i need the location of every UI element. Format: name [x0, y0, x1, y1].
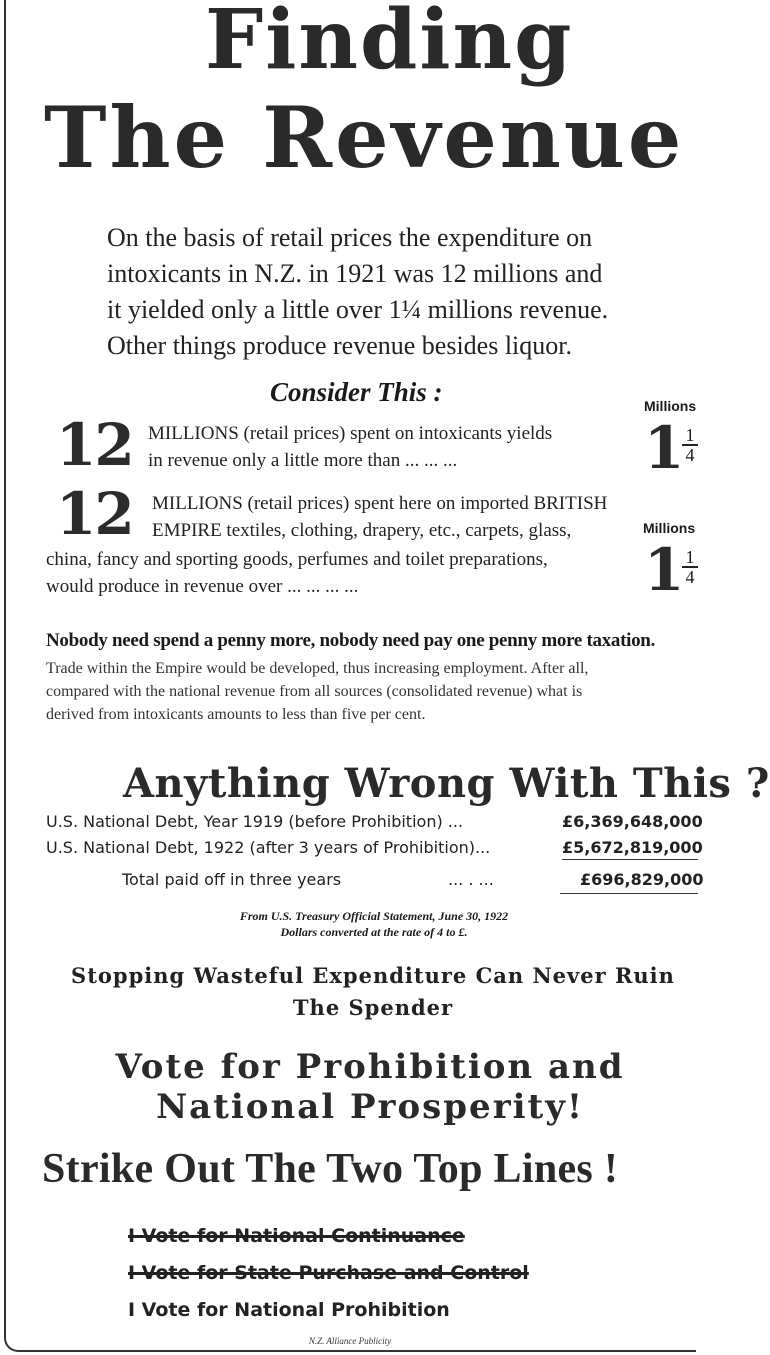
debt-row-2-label: U.S. National Debt, 1922 (after 3 years of Prohibition)...	[46, 838, 491, 857]
notice-line: compared with the national revenue from all sources (consolidated revenue) what is	[46, 683, 583, 700]
total-underline	[560, 893, 698, 894]
notice-line: Trade within the Empire would be developed, thus increasing employment. After all,	[46, 660, 589, 677]
title-line-2: The Revenue	[44, 88, 685, 187]
strike-heading: Strike Out The Two Top Lines !	[42, 1146, 619, 1192]
total-label: Total paid off in three years	[122, 870, 342, 889]
fraction-numerator: 1	[682, 426, 698, 446]
debt-row-2-value: £5,672,819,000	[562, 838, 703, 857]
intro-line: On the basis of retail prices the expenditure on	[107, 223, 593, 252]
first-block-line: in revenue only a little more than ... ... ...	[148, 450, 458, 471]
big-number-12-first: 12	[56, 411, 133, 479]
result-fraction-second	[682, 548, 698, 586]
fraction-denominator: 4	[685, 567, 695, 587]
consider-heading: Consider This :	[270, 377, 443, 407]
slogan-line: Stopping Wasteful Expenditure Can Never Ruin	[71, 963, 675, 988]
millions-label-1: Millions	[644, 398, 697, 414]
result-whole-second: 1	[644, 536, 685, 604]
source-line: From U.S. Treasury Official Statement, June 30, 1922	[239, 909, 509, 923]
debt-heading: Anything Wrong With This ?	[123, 760, 770, 807]
ballot-option-state-purchase: I Vote for State Purchase and Control	[128, 1262, 529, 1284]
intro-line: it yielded only a little over 1¼ millions revenue.	[107, 295, 609, 324]
millions-label-2: Millions	[643, 520, 696, 536]
total-dots: ... . ...	[448, 870, 494, 889]
vote-line: National Prosperity!	[156, 1087, 584, 1127]
source-note	[140, 908, 608, 940]
intro-paragraph	[107, 220, 647, 364]
second-block-line: would produce in revenue over ... ... ... ...	[46, 576, 359, 597]
footer-credit: N.Z. Alliance Publicity	[308, 1336, 392, 1346]
title-line-1: Finding	[205, 0, 574, 88]
total-value: £696,829,000	[580, 870, 704, 889]
debt-row-1-label: U.S. National Debt, Year 1919 (before Prohibition) ...	[46, 812, 464, 831]
intro-line: Other things produce revenue besides liquor.	[107, 331, 572, 360]
result-fraction-first	[682, 426, 698, 464]
big-number-12-second: 12	[56, 480, 133, 548]
slogan	[46, 960, 700, 1024]
intro-line: intoxicants in N.Z. in 1921 was 12 millions and	[107, 259, 603, 288]
total-rule	[562, 859, 698, 860]
slogan-line: The Spender	[292, 995, 454, 1020]
fraction-numerator: 1	[682, 548, 698, 568]
source-line: Dollars converted at the rate of 4 to £.	[280, 925, 468, 939]
debt-row-1-value: £6,369,648,000	[562, 812, 703, 831]
vote-line: Vote for Prohibition and	[115, 1047, 625, 1087]
notice-paragraph	[46, 657, 696, 726]
fraction-denominator: 4	[685, 445, 695, 465]
second-block-line: MILLIONS (retail prices) spent here on imported BRITISH	[152, 493, 608, 514]
ballot-option-continuance: I Vote for National Continuance	[128, 1225, 465, 1247]
result-whole-first: 1	[644, 414, 685, 482]
vote-slogan	[60, 1047, 680, 1127]
notice-line: derived from intoxicants amounts to less than five per cent.	[46, 706, 426, 723]
first-block-line: MILLIONS (retail prices) spent on intoxicants yields	[148, 423, 553, 444]
second-block-line: EMPIRE textiles, clothing, drapery, etc., carpets, glass,	[152, 520, 572, 541]
second-block-line: china, fancy and sporting goods, perfumes and toilet preparations,	[46, 549, 548, 570]
notice-bold-line: Nobody need spend a penny more, nobody need pay one penny more taxation.	[46, 630, 656, 651]
ballot-option-prohibition: I Vote for National Prohibition	[128, 1299, 450, 1321]
